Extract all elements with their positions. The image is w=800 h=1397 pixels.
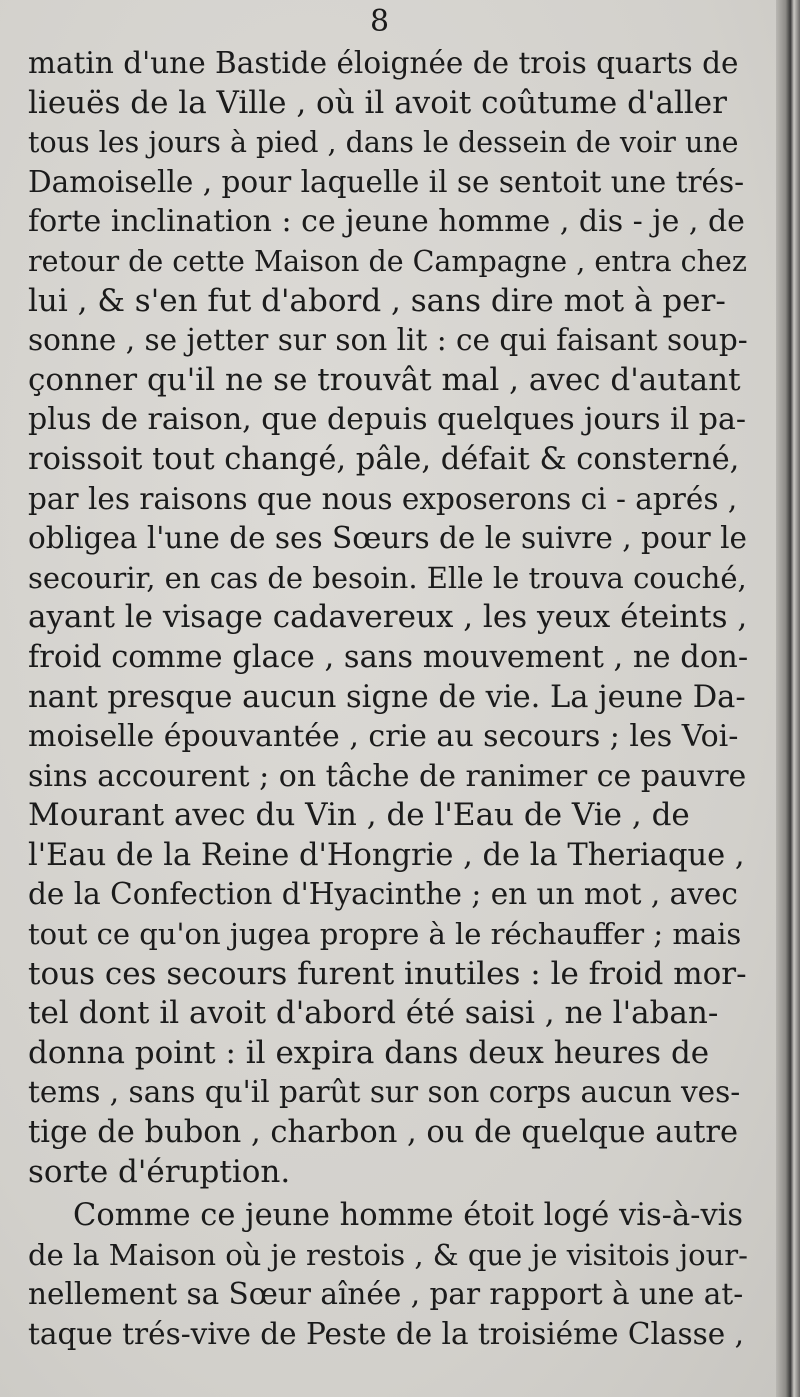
text-line: retour de cette Maison de Campagne , entra chez: [28, 244, 747, 278]
paragraph-1: [28, 44, 748, 1192]
text-line: de la Maison où je restois , & que je visitois jour-: [28, 1237, 748, 1272]
text-line: Damoiselle , pour laquelle il se sentoit une trés-: [28, 164, 745, 199]
text-line: donna point : il expira dans deux heures de: [28, 1034, 710, 1071]
text-line: tous les jours à pied , dans le dessein de voir une: [28, 126, 739, 160]
body-text: [28, 44, 748, 1355]
text-line: matin d'une Bastide éloignée de trois quarts de: [28, 46, 739, 80]
text-line: roissoit tout changé, pâle, défait & consterné,: [28, 441, 740, 477]
text-line: de la Confection d'Hyacinthe ; en un mot , avec: [28, 877, 738, 912]
text-line: Mourant avec du Vin , de l'Eau de Vie , de: [28, 797, 690, 834]
text-line: taque trés-vive de Peste de la troisiéme Classe ,: [28, 1317, 745, 1351]
text-line: sonne , se jetter sur son lit : ce qui faisant soup-: [28, 323, 748, 358]
text-line: l'Eau de la Reine d'Hongrie , de la Theriaque ,: [28, 837, 745, 873]
text-line: lui , & s'en fut d'abord , sans dire mot à per-: [28, 282, 726, 319]
text-line: forte inclination : ce jeune homme , dis - je , de: [28, 204, 745, 240]
page-number: 8: [370, 4, 390, 39]
text-line: froid comme glace , sans mouvement , ne don-: [28, 639, 748, 675]
text-line: lieuës de la Ville , où il avoit coûtume d'aller: [28, 84, 727, 121]
text-line: nant presque aucun signe de vie. La jeune Da-: [28, 679, 746, 715]
text-line: sins accourent ; on tâche de ranimer ce pauvre: [28, 758, 747, 794]
text-line: sorte d'éruption.: [28, 1153, 291, 1190]
text-line: plus de raison, que depuis quelques jours il pa-: [28, 402, 747, 438]
text-line: tel dont il avoit d'abord été saisi , ne l'aban-: [28, 995, 719, 1032]
paragraph-2: [28, 1196, 748, 1354]
text-line: moiselle épouvantée , crie au secours ; les Voi-: [28, 719, 739, 755]
text-line: par les raisons que nous exposerons ci - aprés ,: [28, 481, 738, 516]
text-line: Comme ce jeune homme étoit logé vis-à-vis: [73, 1198, 744, 1234]
text-line: tous ces secours furent inutiles : le froid mor-: [28, 955, 747, 992]
book-gutter-edge: [776, 0, 800, 1397]
text-line: tige de bubon , charbon , ou de quelque autre: [28, 1115, 739, 1151]
text-line: nellement sa Sœur aînée , par rapport à une at-: [28, 1277, 744, 1312]
text-line: tout ce qu'on jugea propre à le réchauffer ; mais: [28, 917, 742, 952]
text-line: ayant le visage cadavereux , les yeux éteints ,: [28, 599, 748, 636]
text-line: tems , sans qu'il parût sur son corps aucun ves-: [28, 1075, 741, 1110]
text-line: secourir, en cas de besoin. Elle le trouva couché,: [28, 560, 747, 595]
text-line: obligea l'une de ses Sœurs de le suivre , pour le: [28, 521, 747, 556]
text-line: çonner qu'il ne se trouvât mal , avec d'autant: [28, 361, 741, 398]
